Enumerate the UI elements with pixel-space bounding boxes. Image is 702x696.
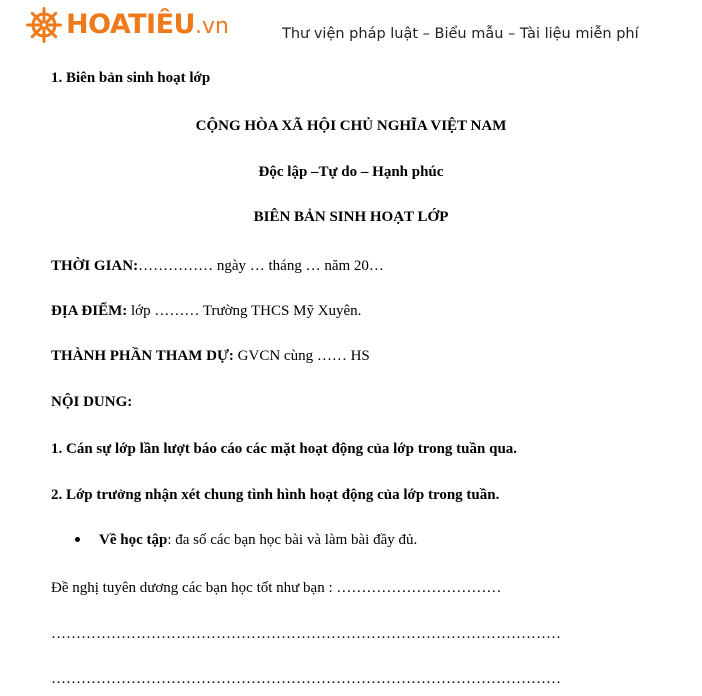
site-header [0, 0, 702, 62]
time-label: THỜI GIAN: [51, 258, 139, 274]
content-label: NỘI DUNG: [51, 394, 133, 410]
content-item-2: 2. Lớp trưởng nhận xét chung tình hình hoạt động của lớp trong tuần. [51, 487, 500, 503]
document-title: BIÊN BẢN SINH HOẠT LỚP [253, 209, 449, 225]
national-title: CỘNG HÒA XÃ HỘI CHỦ NGHĨA VIỆT NAM [195, 118, 507, 134]
motto: Độc lập –Tự do – Hạnh phúc [258, 164, 444, 180]
time-row [51, 256, 384, 276]
bullet-icon [75, 537, 80, 542]
dotted-line-1: ………………………………………………………………………………………… [51, 626, 561, 642]
place-row [51, 301, 361, 321]
place-label: ĐỊA ĐIỂM: [51, 303, 128, 319]
bullet-item-study [99, 530, 417, 550]
ship-wheel-icon [26, 7, 62, 43]
dotted-line-2: ………………………………………………………………………………………… [51, 671, 561, 687]
time-value: …………… ngày … tháng … năm 20… [138, 258, 384, 274]
bullet-text: : đa số các bạn học bài và làm bài đầy đủ. [167, 532, 418, 548]
site-tagline: Thư viện pháp luật – Biểu mẫu – Tài liệu miễn phí [282, 26, 639, 42]
attendees-row [51, 346, 370, 366]
attendees-label: THÀNH PHẦN THAM DỰ: [51, 348, 234, 364]
place-value: lớp ……… Trường THCS Mỹ Xuyên. [127, 303, 362, 319]
brand-logo[interactable] [66, 9, 229, 43]
attendees-value: GVCN cùng …… HS [233, 348, 370, 364]
bullet-label: Về học tập [99, 532, 168, 548]
brand-main: HOATIÊU [66, 9, 195, 40]
praise-line: Đề nghị tuyên dương các bạn học tốt như bạn : …………………………… [51, 580, 502, 596]
content-item-1: 1. Cán sự lớp lần lượt báo cáo các mặt hoạt động của lớp trong tuần qua. [51, 441, 518, 457]
brand-suffix: .vn [194, 14, 229, 39]
section-heading: 1. Biên bản sinh hoạt lớp [51, 70, 211, 86]
